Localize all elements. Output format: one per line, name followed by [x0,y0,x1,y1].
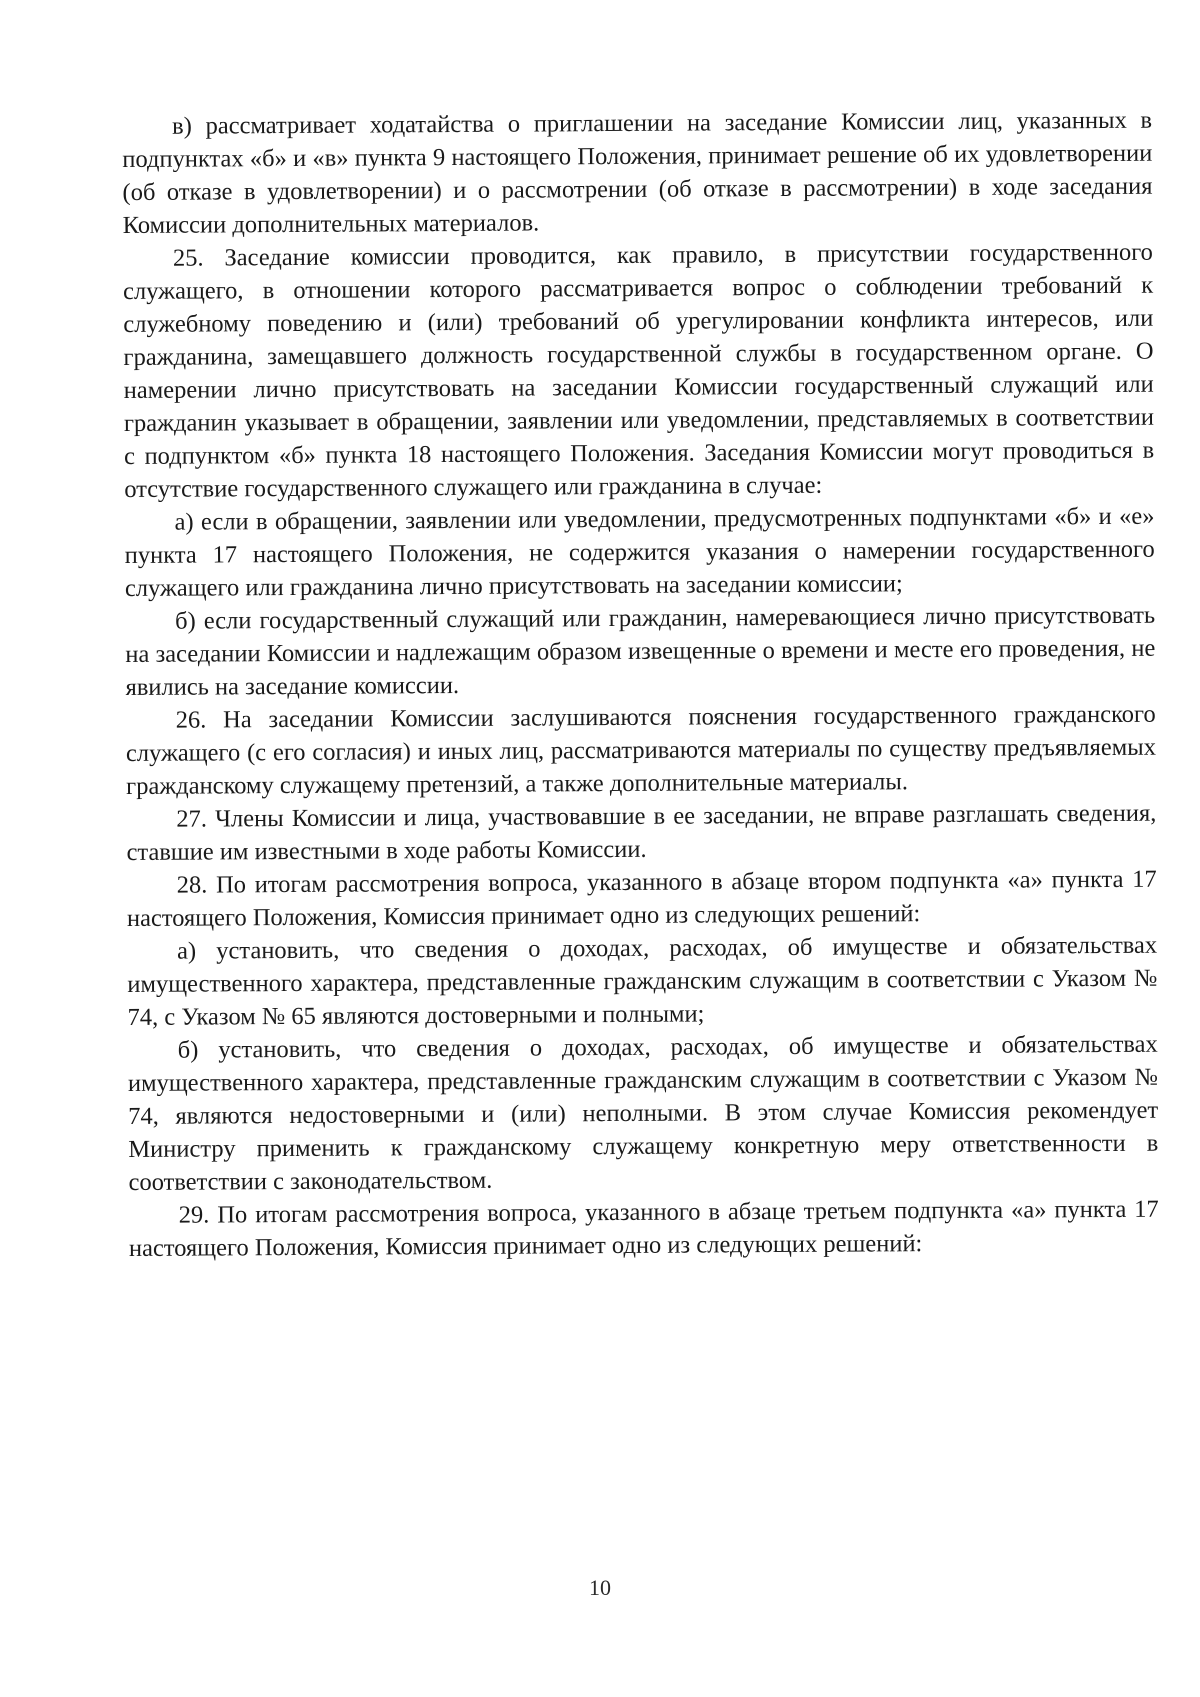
paragraph-26: 26. На заседании Комиссии заслушиваются пояснения государственного гражданского служащего (с его согласия) и иных лиц, рассматриваются материалы по существу предъявляемых гражданскому служащему претензий, а также дополнительные материалы. [125,700,1156,800]
paragraph-27: 27. Члены Комиссии и лица, участвовавшие в ее заседании, не вправе разглашать сведения, ставшие им известными в ходе работы Комиссии. [126,799,1157,866]
paragraph-subitem-v: в) рассматривает ходатайства о приглашении на заседание Комиссии лиц, указанных в подпунктах «б» и «в» пункта 9 настоящего Положения, принимает решение об их удовлетворении (об отказе в удовлетворении) и о рассмотрении (об отказе в рассмотрении) в ходе заседания Комиссии дополнительных материалов. [122,106,1153,239]
paragraph-25: 25. Заседание комиссии проводится, как правило, в присутствии государственного служащего, в отношении которого рассматривается вопрос о соблюдении требований к служебному поведению и (или) требований об урегулировании конфликта интересов, или гражданина, замещавшего должность государственной службы в государственном органе. О намерении лично присутствовать на заседании Комиссии государственный служащий или гражданин указывает в обращении, заявлении или уведомлении, представляемых в соответствии с подпунктом «б» пункта 18 настоящего Положения. Заседания Комиссии могут проводиться в отсутствие государственного служащего или гражданина в случае: [123,238,1155,503]
page-number: 10 [589,1575,611,1600]
paragraph-25-b: б) если государственный служащий или гражданин, намеревающиеся лично присутствовать на заседании Комиссии и надлежащим образом извещенные о времени и месте его проведения, не явились на заседание комиссии. [125,601,1156,701]
paragraph-29: 29. По итогам рассмотрения вопроса, указанного в абзаце третьем подпункта «а» пункта 17 настоящего Положения, Комиссия принимает одно из следующих решений: [128,1195,1159,1262]
paragraph-28: 28. По итогам рассмотрения вопроса, указанного в абзаце втором подпункта «а» пункта 17 настоящего Положения, Комиссия принимает одно из следующих решений: [126,865,1157,932]
paragraph-25-a: а) если в обращении, заявлении или уведомлении, предусмотренных подпунктами «б» и «е» пункта 17 настоящего Положения, не содержится указания о намерении государственного служащего или гражданина лично присутствовать на заседании комиссии; [124,502,1155,602]
document-body [122,104,1159,1265]
paragraph-28-a: а) установить, что сведения о доходах, расходах, об имуществе и обязательствах имущественного характера, представленные гражданским служащим в соответствии с Указом № 74, с Указом № 65 являются достоверными и полными; [127,931,1158,1031]
paragraph-28-b: б) установить, что сведения о доходах, расходах, об имуществе и обязательствах имущественного характера, представленные гражданским служащим в соответствии с Указом № 74, являются недостоверными и (или) неполными. В этом случае Комиссия рекомендует Министру применить к гражданскому служащему конкретную меру ответственности в соответствии с законодательством. [127,1030,1159,1196]
